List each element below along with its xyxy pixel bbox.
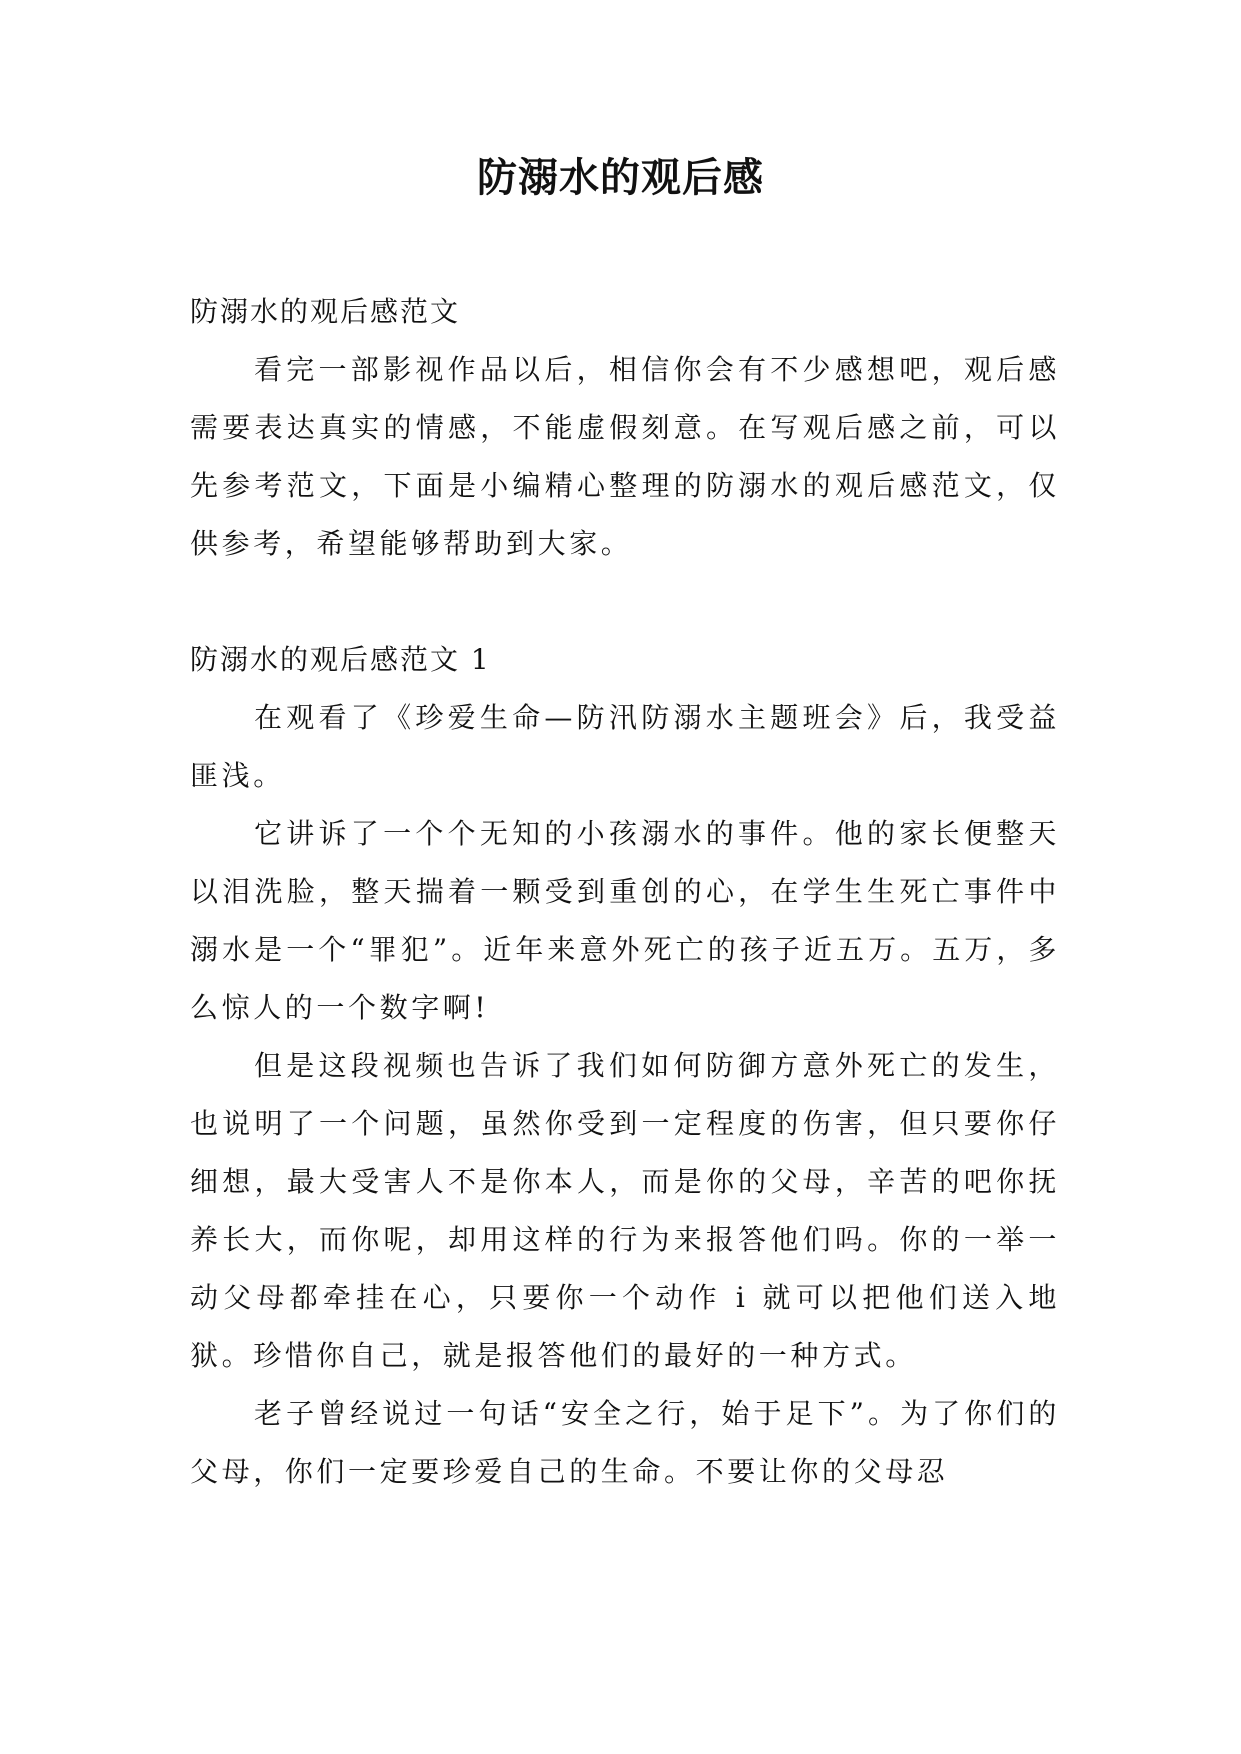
document-title: 防溺水的观后感 — [477, 155, 764, 201]
section-1-heading: 防溺水的观后感范文 1 — [190, 643, 491, 676]
intro-paragraph: 看完一部影视作品以后，相信你会有不少感想吧，观后感需要表达真实的情感，不能虚假刻意。在写观后感之前，可以先参考范文，下面是小编精心整理的防溺水的观后感范文，仅供参考，希望能够帮助到大家。 — [190, 353, 1060, 560]
section-1-paragraph-2: 它讲诉了一个个无知的小孩溺水的事件。他的家长便整天以泪洗脸，整天揣着一颗受到重创的心，在学生生死亡事件中溺水是一个“罪犯”。近年来意外死亡的孩子近五万。五万，多么惊人的一个数字啊! — [190, 817, 1060, 1024]
section-1-paragraph-3: 但是这段视频也告诉了我们如何防御方意外死亡的发生，也说明了一个问题，虽然你受到一定程度的伤害，但只要你仔细想，最大受害人不是你本人，而是你的父母，辛苦的吧你抚养长大，而你呢，却用这样的行为来报答他们吗。你的一举一动父母都牵挂在心，只要你一个动作 i 就可以把他们送入地狱。珍惜你自己，就是报答他们的最好的一种方式。 — [190, 1049, 1060, 1372]
section-spacer — [190, 573, 1060, 631]
section-1-paragraph-1: 在观看了《珍爱生命—防汛防溺水主题班会》后，我受益匪浅。 — [190, 701, 1060, 792]
section-1-paragraph-4: 老子曾经说过一句话“安全之行，始于足下”。为了你们的父母，你们一定要珍爱自己的生命。不要让你的父母忍 — [190, 1397, 1060, 1488]
document-body — [190, 283, 1060, 1501]
intro-heading: 防溺水的观后感范文 — [190, 295, 461, 328]
